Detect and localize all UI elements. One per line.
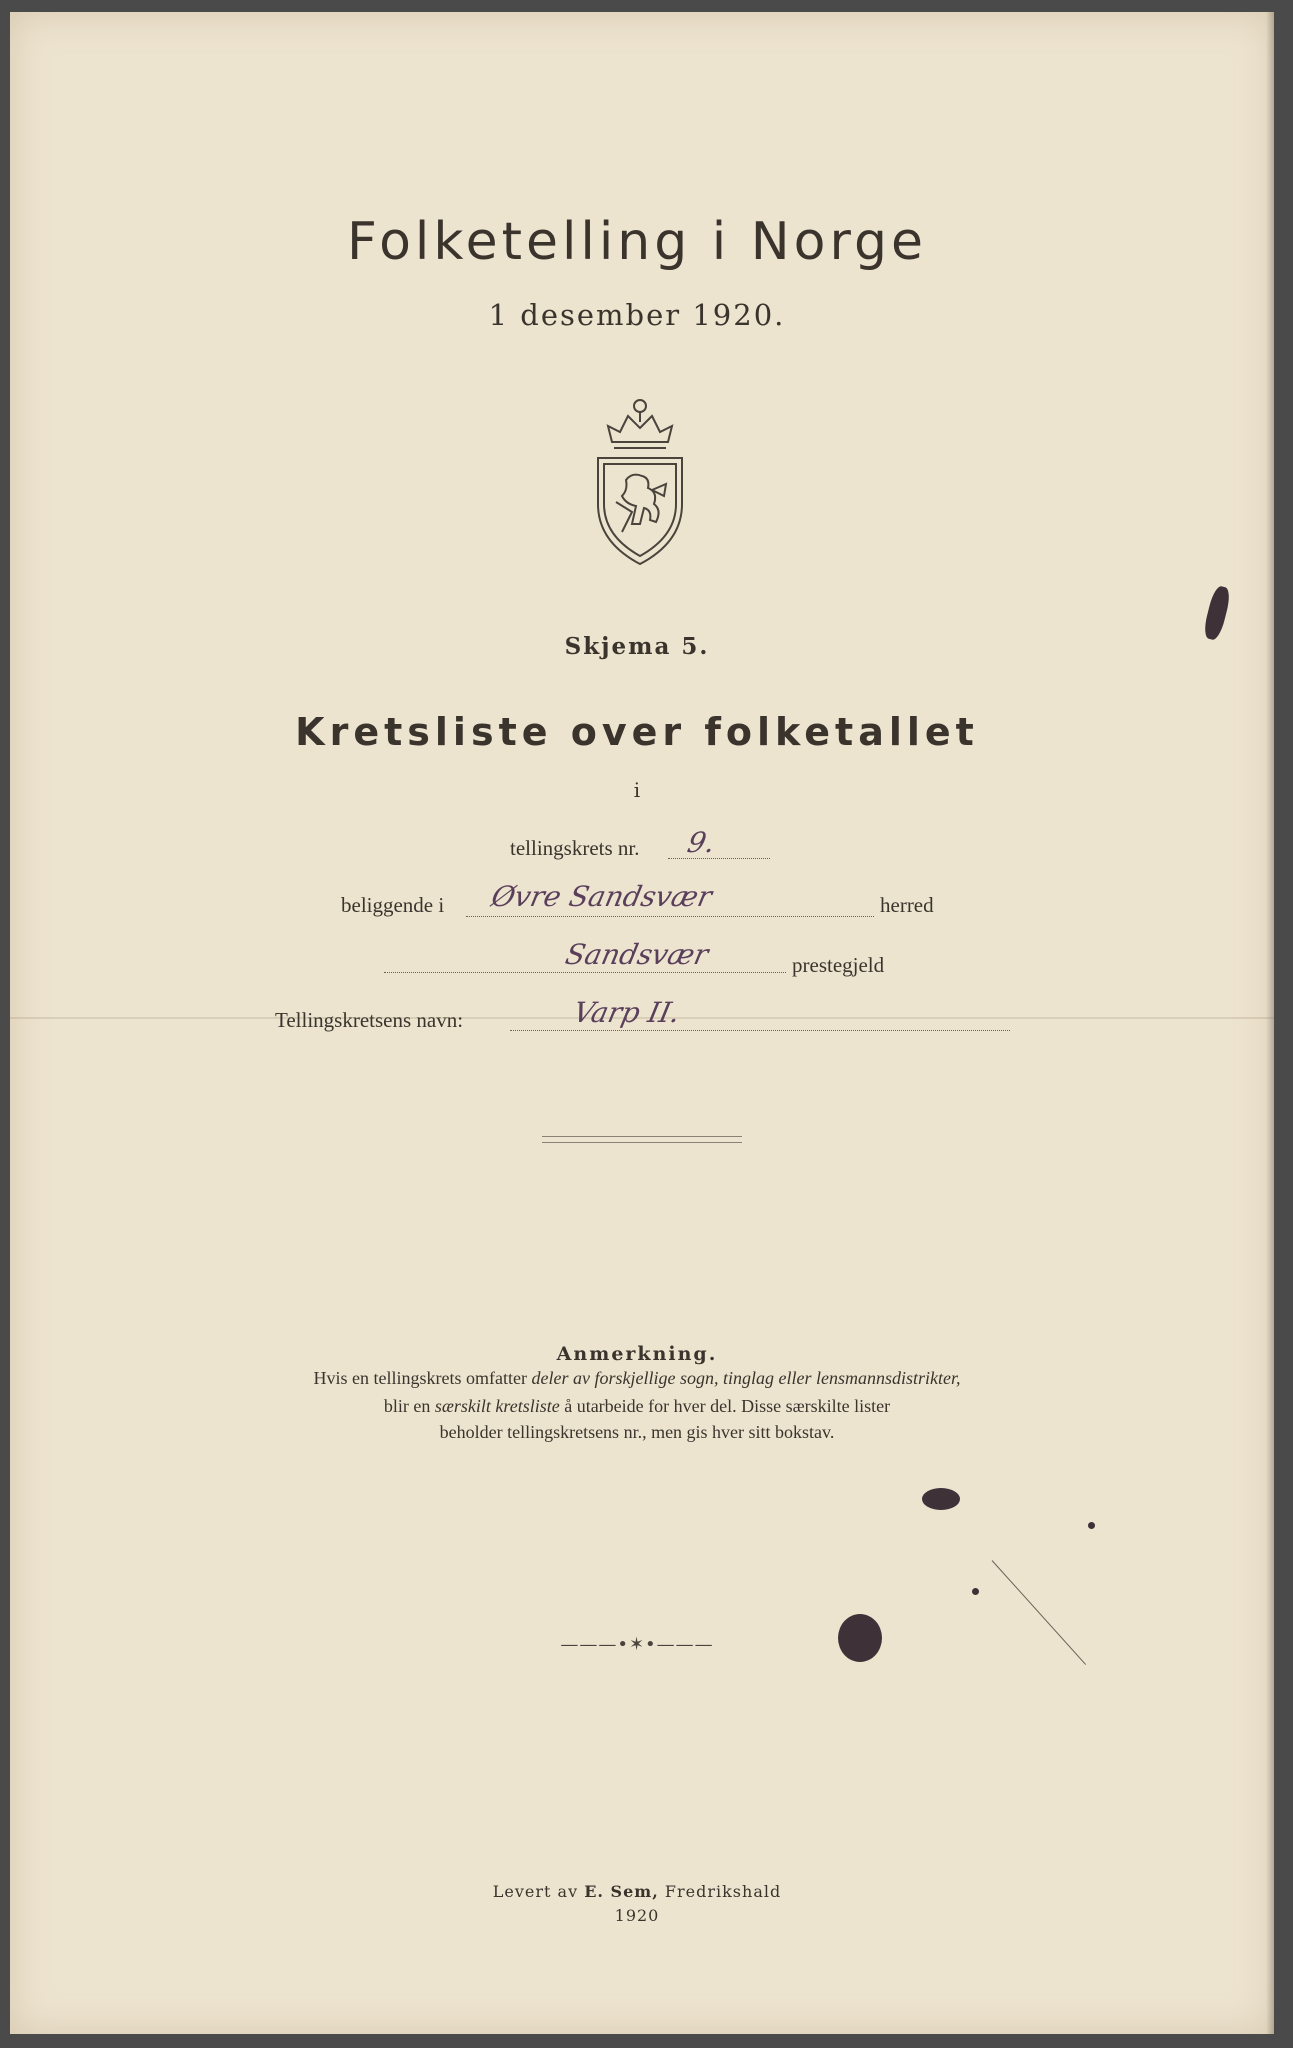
- herred-suffix: herred: [880, 893, 934, 917]
- note-line-2-text-b: å utarbeide for hver del. Disse særskilte lister: [559, 1396, 891, 1416]
- form-heading: Kretsliste over folketallet: [295, 710, 979, 754]
- note-line-1-text: Hvis en tellingskrets omfatter: [313, 1368, 532, 1388]
- herred-prefix: beliggende i: [341, 893, 445, 917]
- ink-dot: [1088, 1522, 1095, 1529]
- printer-year: 1920: [614, 1906, 660, 1925]
- krets-label: tellingskrets nr.: [510, 836, 640, 860]
- prestegjeld-dotline: [384, 972, 786, 973]
- printer-credit: [0, 1880, 1274, 1928]
- form-title: Folketelling i Norge: [347, 212, 927, 272]
- note-line-2: [0, 1396, 1274, 1417]
- coat-of-arms-icon: [592, 392, 688, 566]
- ink-blot: [922, 1488, 960, 1510]
- ink-blot: [838, 1614, 882, 1662]
- herred-field[interactable]: Øvre Sandsvær: [488, 880, 715, 913]
- note-heading: Anmerkning.: [556, 1343, 718, 1365]
- prestegjeld-suffix: prestegjeld: [792, 953, 885, 977]
- schema-number: Skjema 5.: [564, 633, 710, 660]
- note-line-1: [0, 1368, 1274, 1389]
- section-divider: [542, 1136, 742, 1143]
- note-line-2-text-a: blir en: [383, 1396, 435, 1416]
- note-line-3: beholder tellingskretsens nr., men gis hver sitt bokstav.: [439, 1422, 835, 1442]
- preposition: i: [633, 778, 641, 802]
- krets-number-field[interactable]: 9.: [684, 826, 719, 859]
- census-date: 1 desember 1920.: [488, 298, 786, 332]
- ornament-divider: ———•✶•———: [560, 1634, 714, 1655]
- ink-dot: [972, 1588, 979, 1595]
- printer-place: Fredrikshald: [658, 1882, 782, 1901]
- printer-name: E. Sem,: [584, 1882, 659, 1901]
- navn-dotline: [510, 1030, 1010, 1031]
- krets-dotline: [668, 858, 770, 859]
- printer-prefix: Levert av: [492, 1882, 585, 1901]
- navn-field[interactable]: Varp II.: [570, 996, 684, 1029]
- note-line-1-emphasis: deler av forskjellige sogn, tinglag eller lensmannsdistrikter,: [531, 1368, 961, 1388]
- navn-label: Tellingskretsens navn:: [275, 1008, 464, 1032]
- prestegjeld-field[interactable]: Sandsvær: [562, 938, 712, 971]
- note-line-2-emphasis: særskilt kretsliste: [434, 1396, 560, 1416]
- herred-dotline: [466, 916, 874, 917]
